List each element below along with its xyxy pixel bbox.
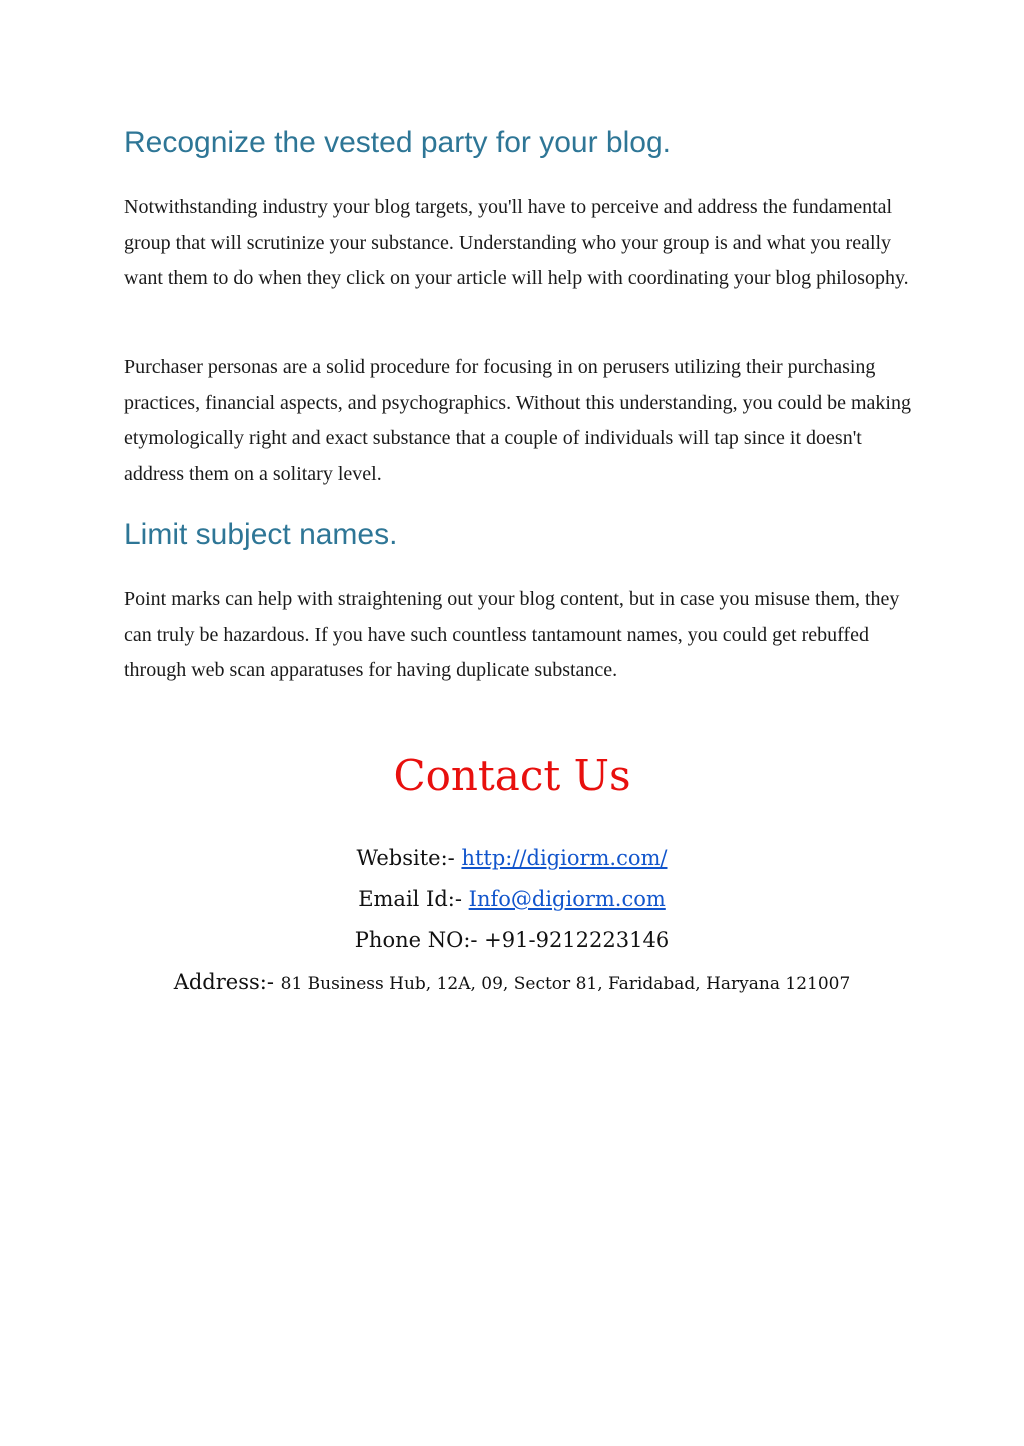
contact-website-line	[0, 843, 1024, 873]
website-link[interactable]: http://digiorm.com/	[461, 846, 668, 870]
section-heading-vested-party: Recognize the vested party for your blog.	[124, 126, 671, 159]
section-heading-subject-names: Limit subject names.	[124, 518, 398, 551]
email-label: Email Id:-	[358, 887, 469, 911]
paragraph-personas: Purchaser personas are a solid procedure for focusing in on perusers utilizing their purchasing practices, financial aspects, and psychographics. Without this understanding, you could be making etymologically right and exact substance that a couple of individuals will tap since it doesn't address them on a solitary level.	[124, 356, 911, 485]
contact-us-title: Contact Us	[393, 751, 631, 800]
address-label: Address:-	[173, 970, 281, 994]
paragraph-point-marks: Point marks can help with straightening out your blog content, but in case you misuse them, they can truly be hazardous. If you have such countless tantamount names, you could get rebuffed through web scan apparatuses for having duplicate substance.	[124, 588, 900, 681]
website-label: Website:-	[356, 846, 462, 870]
contact-address-line	[0, 967, 1024, 999]
address-value: 81 Business Hub, 12A, 09, Sector 81, Faridabad, Haryana 121007	[280, 974, 851, 994]
phone-label: Phone NO:-	[354, 928, 485, 952]
phone-value: +91-9212223146	[484, 928, 670, 952]
contact-email-line	[0, 884, 1024, 914]
contact-phone-line	[0, 925, 1024, 955]
paragraph-audience: Notwithstanding industry your blog targets, you'll have to perceive and address the fundamental group that will scrutinize your substance. Understanding who your group is and what you really want them to do when they click on your article will help with coordinating your blog philosophy.	[124, 196, 909, 289]
email-link[interactable]: Info@digiorm.com	[468, 887, 666, 911]
